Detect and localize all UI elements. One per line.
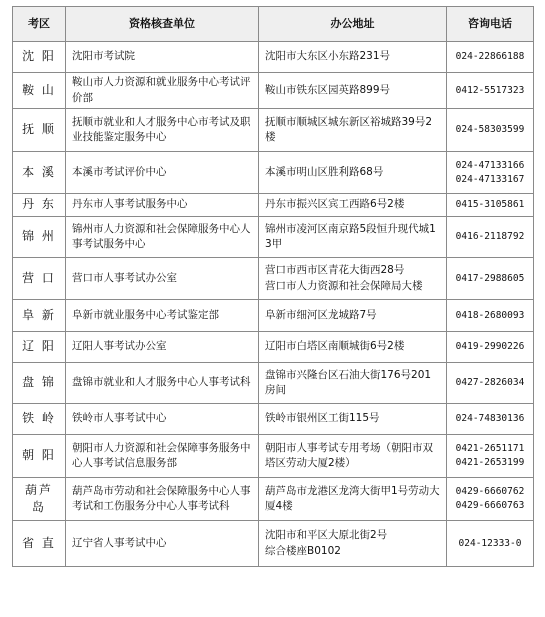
cell-area: 营 口 [13, 258, 66, 300]
cell-phone [447, 217, 534, 258]
cell-phone-line: 0415-3105861 [455, 199, 525, 211]
cell-addr [259, 217, 447, 258]
cell-addr-line: 盘锦市兴隆台区石油大街176号201房间 [265, 368, 432, 396]
cell-phone [447, 109, 534, 152]
cell-addr-line: 营口市西市区青花大街西28号 [265, 264, 405, 277]
cell-addr-line: 丹东市振兴区宾工西路6号2楼 [265, 198, 405, 211]
table-row [13, 478, 534, 521]
cell-org [66, 363, 259, 404]
cell-addr-line: 铁岭市银州区工街115号 [265, 412, 380, 425]
cell-phone [447, 300, 534, 332]
cell-org [66, 300, 259, 332]
cell-org-line: 阜新市就业服务中心考试鉴定部 [72, 308, 219, 321]
cell-phone [447, 42, 534, 73]
cell-area: 盘 锦 [13, 363, 66, 404]
cell-phone [447, 521, 534, 567]
cell-org-line: 葫芦岛市劳动和社会保障服务中心人事考试和工伤服务分中心人事考试科 [72, 484, 251, 512]
cell-addr [259, 404, 447, 435]
cell-org [66, 194, 259, 217]
cell-org [66, 435, 259, 478]
cell-phone [447, 73, 534, 109]
cell-phone-line: 024-22866188 [455, 51, 525, 63]
cell-addr [259, 435, 447, 478]
cell-phone-line: 0416-2118792 [455, 231, 525, 243]
cell-addr [259, 363, 447, 404]
cell-phone-line: 0429-6660763 [455, 500, 525, 511]
cell-phone-line: 0418-2680093 [455, 309, 525, 321]
table-row [13, 42, 534, 73]
cell-addr [259, 300, 447, 332]
cell-addr [259, 109, 447, 152]
header-phone: 咨询电话 [447, 7, 534, 42]
cell-area: 鞍 山 [13, 73, 66, 109]
cell-addr [259, 73, 447, 109]
cell-area: 铁 岭 [13, 404, 66, 435]
cell-addr-line: 辽阳市白塔区南顺城街6号2楼 [265, 340, 405, 353]
table-row [13, 194, 534, 217]
cell-phone-line: 0417-2988605 [455, 272, 525, 284]
cell-addr-line: 沈阳市和平区大原北街2号 [265, 529, 388, 542]
cell-org-line: 抚顺市就业和人才服务中心市考试及职业技能鉴定服务中心 [72, 115, 251, 143]
cell-addr-line: 朝阳市人事考试专用考场（朝阳市双塔区劳动大厦2楼） [265, 441, 433, 469]
cell-org-line: 辽宁省人事考试中心 [72, 536, 167, 549]
table-row [13, 258, 534, 300]
cell-addr-line: 鞍山市铁东区园英路899号 [265, 83, 391, 96]
cell-org-line: 沈阳市考试院 [72, 50, 135, 63]
cell-org [66, 521, 259, 567]
cell-phone [447, 435, 534, 478]
cell-org-line: 丹东市人事考试服务中心 [72, 198, 188, 211]
cell-addr-line: 沈阳市大东区小东路231号 [265, 50, 391, 63]
cell-org-line: 盘锦市就业和人才服务中心人事考试科 [72, 376, 251, 389]
cell-addr-line: 本溪市明山区胜利路68号 [265, 165, 384, 178]
cell-area: 朝 阳 [13, 435, 66, 478]
table-row [13, 300, 534, 332]
table-row [13, 109, 534, 152]
cell-area: 阜 新 [13, 300, 66, 332]
cell-phone-line: 024-12333-0 [458, 537, 522, 549]
cell-org-line: 辽阳人事考试办公室 [72, 340, 167, 353]
cell-addr-line: 营口市人力资源和社会保障局大楼 [265, 279, 423, 292]
cell-org [66, 478, 259, 521]
cell-phone [447, 363, 534, 404]
exam-office-table [12, 6, 534, 567]
table-body [13, 42, 534, 567]
table-row [13, 435, 534, 478]
cell-area: 省 直 [13, 521, 66, 567]
cell-addr [259, 478, 447, 521]
cell-phone-line: 024-47133167 [455, 173, 525, 185]
table-header-row [13, 7, 534, 42]
cell-org-line: 本溪市考试评价中心 [72, 165, 167, 178]
table-row [13, 332, 534, 363]
cell-phone-line: 024-58303599 [455, 124, 525, 136]
table-row [13, 152, 534, 194]
cell-area: 抚 顺 [13, 109, 66, 152]
cell-phone [447, 404, 534, 435]
cell-org [66, 42, 259, 73]
cell-phone-line: 024-74830136 [455, 413, 525, 425]
cell-addr [259, 152, 447, 194]
cell-phone-line: 0421-2651171 [455, 443, 525, 455]
cell-phone-line: 024-47133166 [455, 159, 525, 171]
cell-org [66, 332, 259, 363]
cell-addr [259, 42, 447, 73]
header-addr: 办公地址 [259, 7, 447, 42]
cell-org [66, 258, 259, 300]
cell-org-line: 鞍山市人力资源和就业服务中心考试评价部 [72, 76, 251, 104]
cell-addr-line: 综合楼座B0102 [265, 544, 341, 557]
cell-addr-line: 抚顺市顺城区城东新区裕城路39号2楼 [265, 115, 433, 143]
cell-org [66, 152, 259, 194]
cell-phone [447, 152, 534, 194]
table-row [13, 363, 534, 404]
cell-org [66, 404, 259, 435]
cell-org [66, 73, 259, 109]
cell-phone [447, 194, 534, 217]
cell-addr-line: 葫芦岛市龙港区龙湾大街甲1号劳动大厦4楼 [265, 484, 440, 512]
cell-phone-line: 0419-2990226 [455, 341, 525, 353]
cell-org [66, 109, 259, 152]
cell-phone [447, 478, 534, 521]
table-row [13, 521, 534, 567]
table-row [13, 73, 534, 109]
cell-phone-line: 0429-6660762 [455, 486, 525, 498]
cell-addr [259, 258, 447, 300]
cell-addr [259, 332, 447, 363]
cell-phone-line: 0421-2653199 [455, 457, 525, 468]
cell-area: 辽 阳 [13, 332, 66, 363]
cell-area: 丹 东 [13, 194, 66, 217]
cell-addr [259, 521, 447, 567]
cell-phone [447, 258, 534, 300]
cell-addr-line: 阜新市细河区龙城路7号 [265, 308, 377, 321]
cell-org-line: 铁岭市人事考试中心 [72, 412, 167, 425]
table-row [13, 217, 534, 258]
cell-area: 本 溪 [13, 152, 66, 194]
cell-org-line: 营口市人事考试办公室 [72, 271, 177, 284]
cell-area: 沈 阳 [13, 42, 66, 73]
cell-area: 锦 州 [13, 217, 66, 258]
cell-phone [447, 332, 534, 363]
table-row [13, 404, 534, 435]
cell-org-line: 朝阳市人力资源和社会保障事务服务中心人事考试信息服务部 [72, 441, 251, 469]
cell-addr-line: 锦州市凌河区南京路5段恒升现代城13甲 [265, 222, 436, 250]
cell-addr [259, 194, 447, 217]
cell-phone-line: 0412-5517323 [455, 84, 525, 96]
cell-phone-line: 0427-2826034 [455, 377, 525, 389]
cell-area: 葫芦岛 [13, 478, 66, 521]
header-org: 资格核查单位 [66, 7, 259, 42]
cell-org-line: 锦州市人力资源和社会保障服务中心人事考试服务中心 [72, 222, 251, 250]
cell-org [66, 217, 259, 258]
header-area: 考区 [13, 7, 66, 42]
